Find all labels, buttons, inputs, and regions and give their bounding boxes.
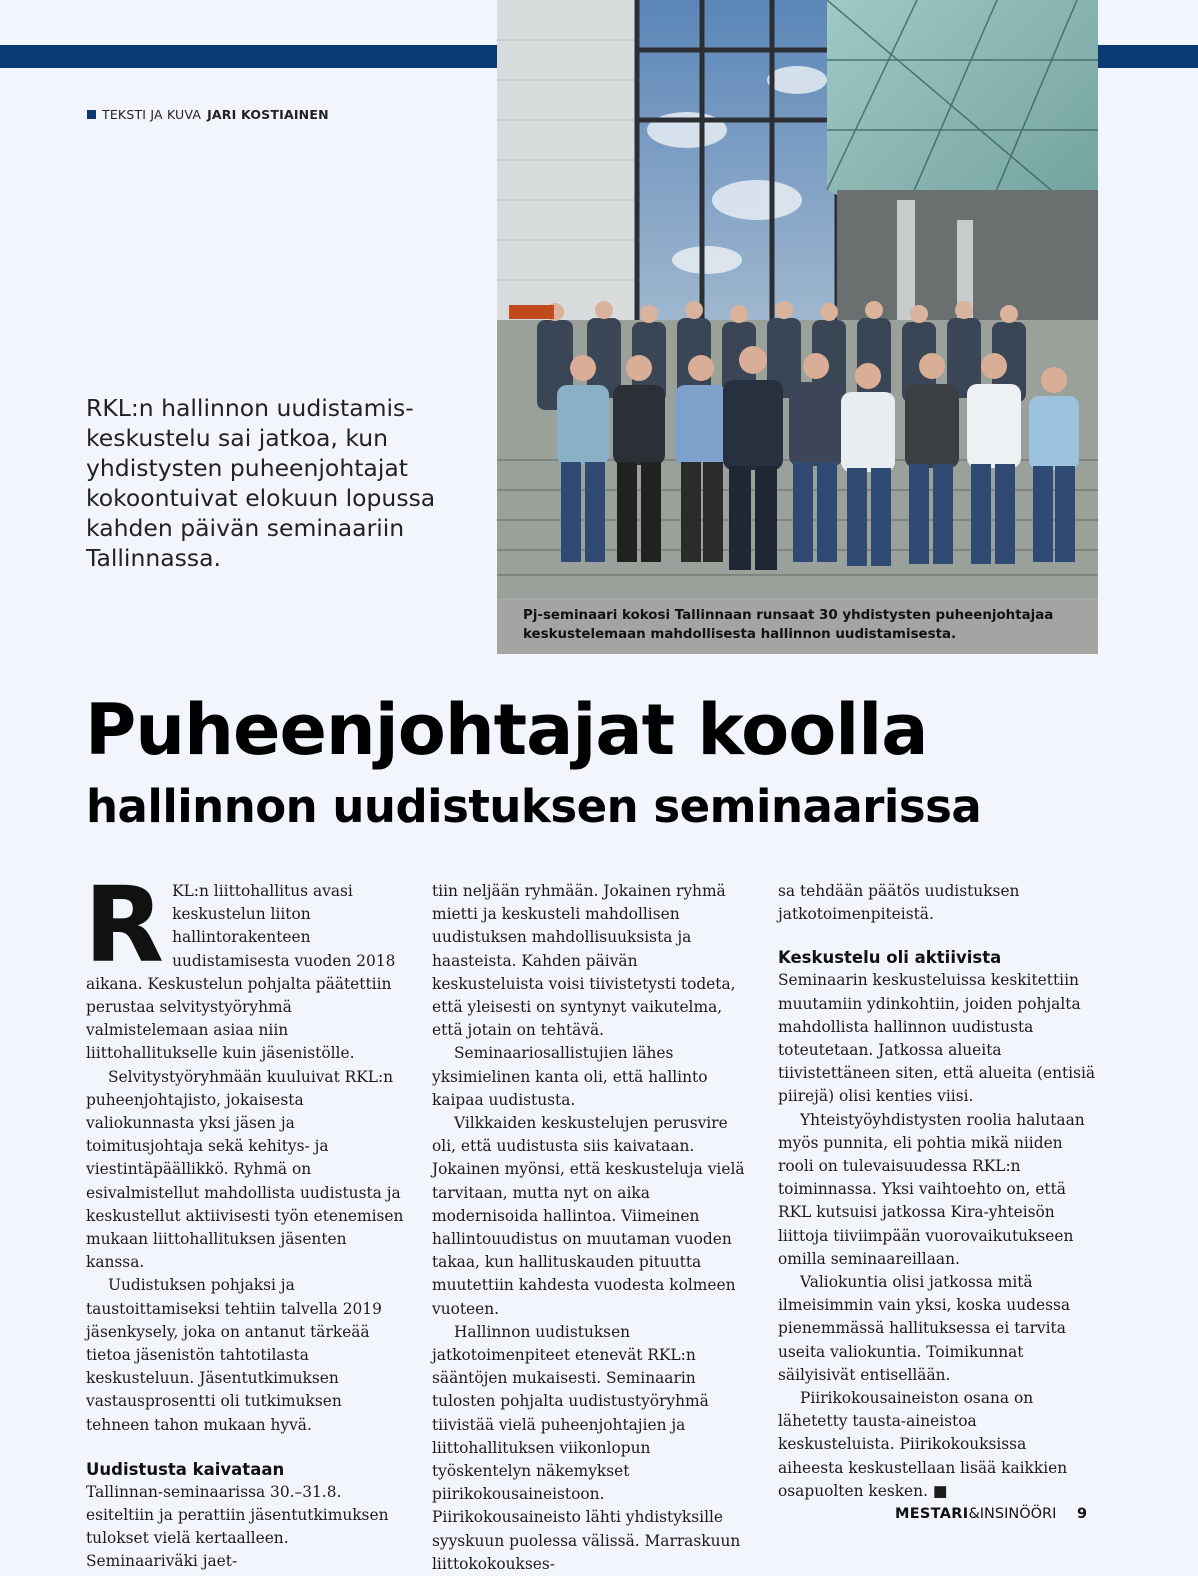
top-accent-bar-right: [1098, 45, 1198, 68]
headline: Puheenjohtajat koolla: [85, 689, 928, 771]
paragraph-text: KL:n liittohallitus avasi keskustelun liiton hallintorakenteen uudistamisesta vuoden 2018 aikana. Keskustelun pohjalta päätettiin perustaa selvitystyöryhmä valmistelemaan asiaa niin liittohallitukselle kuin jäsenistölle.: [86, 882, 396, 1063]
article-column-2: [432, 880, 750, 1576]
article-column-3: [778, 880, 1096, 1503]
byline: [87, 107, 329, 122]
paragraph: Seminaarin keskusteluissa keskitettiin muutamiin ydinkohtiin, joiden pohjalta mahdollista hallinnon uudistusta toteutetaan. Jatkossa alueita tiivistettäneen siten, että alueita (entisiä piirejä) olisi kenties viisi.: [778, 971, 1096, 1106]
paragraph: Selvitystyöryhmään kuuluivat RKL:n puheenjohtajisto, jokaisesta valiokunnasta yksi jäsen ja toimitusjohtaja sekä kehitys- ja viestintäpäällikkö. Ryhmä on esivalmistellut mahdollista uudistusta ja keskustellut aktiivisesti työn etenemisen mukaan liittohallituksen jäsenten kanssa.: [86, 1067, 404, 1272]
paragraph: Vilkkaiden keskustelujen perusvire oli, että uudistusta siis kaivataan. Jokainen myönsi, että keskusteluja vielä tarvitaan, mutta nyt on aika modernisoida hallintoa. Viimeinen hallintouudistus on muutaman vuoden takaa, kun hallituskauden pituutta muutettiin kahdesta vuodesta kolmeen vuoteen.: [432, 1114, 745, 1318]
paragraph: sa tehdään päätös uudistuksen jatkotoimenpiteistä.: [778, 882, 1020, 924]
page-footer: [895, 1506, 1087, 1522]
paragraph: Tallinnan-seminaarissa 30.–31.8. esiteltiin ja perattiin jäsentutkimuksen tulokset vielä kertaalleen. Seminaariväki jaet-: [86, 1482, 389, 1571]
magazine-name-rest: &INSINÖÖRI: [968, 1506, 1057, 1522]
top-accent-bar-left: [0, 45, 497, 68]
paragraph: Seminaariosallistujien lähes yksimielinen kanta oli, että hallinto kaipaa uudistusta.: [432, 1044, 708, 1109]
section-heading: Keskustelu oli aktiivista: [778, 948, 1002, 968]
article-column-1: [84, 864, 404, 1574]
group-photo: [497, 0, 1098, 654]
paragraph: Yhteistyöyhdistysten roolia halutaan myös punnita, eli pohtia mikä niiden rooli on tulevaisuudessa RKL:n toiminnassa. Yksi vaihtoehto on, että RKL kutsuisi jatkossa Kira-yhteisön liittoja tiiviimpään vuorovaikutukseen omilla seminaareillaan.: [778, 1110, 1085, 1268]
drop-cap: R: [84, 864, 165, 986]
paragraph: Valiokuntia olisi jatkossa mitä ilmeisimmin vain yksi, koska uudessa pienemmässä hallituksessa ei tarvita useita valiokuntia. Toimikunnat säilyisivät entisellään.: [778, 1273, 1071, 1384]
lead-paragraph: RKL:n hallinnon uudistamis- keskustelu sai jatkoa, kun yhdistysten puheenjohtajat kokoontuivat elokuun lopussa kahden päivän seminaariin Tallinnassa.: [86, 394, 436, 572]
magazine-name-bold: MESTARI: [895, 1506, 969, 1522]
byline-author: JARI KOSTIAINEN: [207, 107, 329, 122]
paragraph: Uudistuksen pohjaksi ja taustoittamiseksi tehtiin talvella 2019 jäsenkysely, joka on antanut tärkeää tietoa jäsenistön tahtotilasta keskusteluun. Jäsentutkimuksen vastausprosentti oli tutkimuksen tehneen tahon mukaan hyvä.: [86, 1276, 382, 1434]
square-bullet-icon: [87, 110, 96, 119]
paragraph: tiin neljään ryhmään. Jokainen ryhmä mietti ja keskusteli mahdollisen uudistuksen mahdollisuuksista ja haasteista. Kahden päivän keskusteluista voisi tiivistetysti todeta, että yleisesti on syntynyt vaikutelma, että jotain on tehtävä.: [432, 882, 736, 1040]
group-photo-illustration: [497, 0, 1098, 654]
paragraph: Hallinnon uudistuksen jatkotoimenpiteet etenevät RKL:n sääntöjen mukaisesti. Seminaarin tulosten pohjalta uudistustyöryhmä tiivistää vielä puheenjohtajien ja liittohallituksen viikonlopun työskentelyn näkemykset piirikokousaineistoon. Piirikokousaineisto lähti yhdistyksille syyskuun puolessa välissä. Marraskuun liittokokoukses-: [432, 1322, 741, 1573]
section-heading: Uudistusta kaivataan: [86, 1459, 285, 1479]
photo-caption: Pj-seminaari kokosi Tallinnaan runsaat 30 yhdistysten puheenjohtajaa keskustelemaan mahdollisesta hallinnon uudistamisesta.: [523, 608, 1054, 642]
page-number: 9: [1076, 1506, 1088, 1522]
paragraph: Piirikokousaineiston osana on lähetetty tausta-aineistoa keskusteluista. Piirikokouksissa aiheesta keskustellaan lisää kaikkien osapuolten kesken. ■: [778, 1389, 1068, 1500]
byline-prefix: TEKSTI JA KUVA: [102, 107, 202, 122]
subheadline: hallinnon uudistuksen seminaarissa: [86, 780, 982, 833]
paragraph: [84, 864, 404, 1066]
